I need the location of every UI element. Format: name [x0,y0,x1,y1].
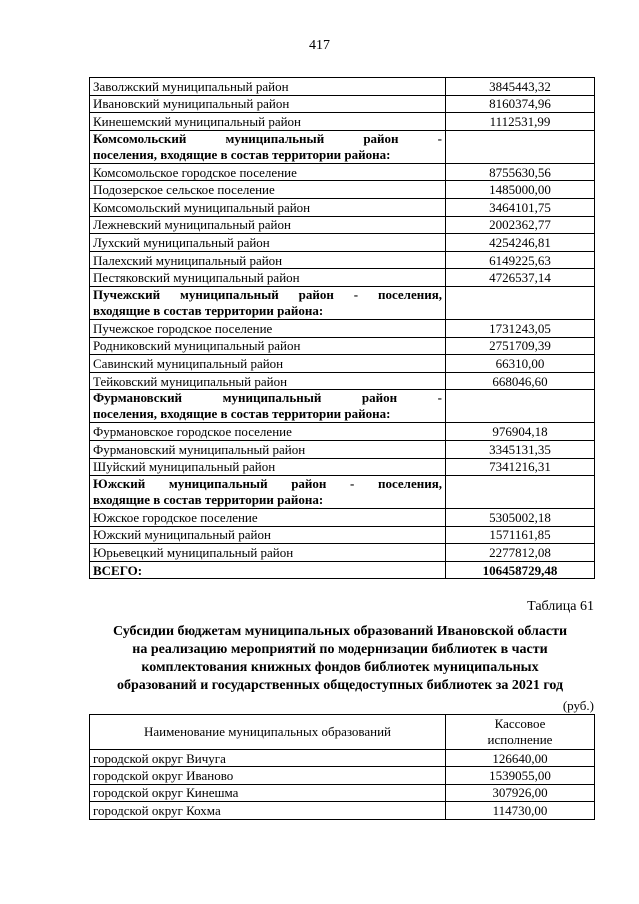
row-value: 66310,00 [446,355,595,373]
table-title-line: Субсидии бюджетам муниципальных образований Ивановской области [112,624,568,639]
row-value: 3345131,35 [446,440,595,458]
table-row [90,458,595,476]
table-row [90,784,595,801]
row-name: Родниковский муниципальный район [90,337,446,355]
table-row [90,113,595,131]
section-name-line: Фурмановский муниципальный район - [93,390,442,406]
page-number: 417 [309,38,330,53]
row-name [90,130,446,163]
section-name-line: поселения, входящие в состав территории района: [93,146,391,162]
row-name: Комсомольское городское поселение [90,163,446,181]
row-value: 1571161,85 [446,526,595,544]
table-row [90,509,595,527]
row-name: Юрьевецкий муниципальный район [90,544,446,562]
section-name-line: входящие в состав территории района: [93,302,324,318]
row-name: Пестяковский муниципальный район [90,269,446,287]
row-name: городской округ Кохма [90,802,446,819]
row-value: 2002362,77 [446,216,595,234]
row-name [90,390,446,423]
row-name: Палехский муниципальный район [90,251,446,269]
row-name: Савинский муниципальный район [90,355,446,373]
row-name: ВСЕГО: [90,561,446,579]
table-row [90,750,595,767]
row-name [90,286,446,319]
currency-unit: (руб.) [562,698,594,713]
table-title [70,623,610,695]
header-value [446,715,595,750]
section-name-line: Комсомольский муниципальный район - [93,130,442,146]
table-row [90,181,595,199]
row-value: 4726537,14 [446,269,595,287]
table-title-line: образований и государственных общедоступных библиотек за 2021 год [116,678,564,693]
table-row [90,526,595,544]
row-name: Лухский муниципальный район [90,234,446,252]
row-value: 5305002,18 [446,509,595,527]
row-value: 668046,60 [446,372,595,390]
row-value: 2277812,08 [446,544,595,562]
row-value [446,390,595,423]
row-value [446,286,595,319]
table-row [90,337,595,355]
table-row [90,216,595,234]
header-name: Наименование муниципальных образований [90,715,446,750]
row-value: 1539055,00 [446,767,595,784]
row-name: городской округ Кинешма [90,784,446,801]
row-name: Тейковский муниципальный район [90,372,446,390]
row-value: 4254246,81 [446,234,595,252]
row-name: Заволжский муниципальный район [90,78,446,96]
row-value: 3845443,32 [446,78,595,96]
row-value: 1485000,00 [446,181,595,199]
row-value: 307926,00 [446,784,595,801]
row-name: Подозерское сельское поселение [90,181,446,199]
section-header-row [90,286,595,319]
table-title-line: на реализацию мероприятий по модернизации библиотек в части [132,642,548,657]
table-header-row [90,715,595,750]
section-name-line: Южский муниципальный район - поселения, [93,476,442,492]
table-row [90,372,595,390]
header-value-line: Кассовое [494,716,546,731]
section-name-line: входящие в состав территории района: [93,492,324,508]
table-row [90,78,595,96]
section-name-line: Пучежский муниципальный район - поселения, [93,286,442,302]
table-row [90,95,595,113]
total-row [90,561,595,579]
section-header-row [90,130,595,163]
row-value: 7341216,31 [446,458,595,476]
table-row [90,440,595,458]
table-row [90,544,595,562]
header-value-line: исполнение [487,732,553,747]
section-name-line: поселения, входящие в состав территории района: [93,406,391,422]
row-value: 126640,00 [446,750,595,767]
row-name: Шуйский муниципальный район [90,458,446,476]
row-name: городской округ Вичуга [90,750,446,767]
table-row [90,234,595,252]
row-name: Южское городское поселение [90,509,446,527]
row-value: 106458729,48 [446,561,595,579]
table-row [90,802,595,819]
subsidy-table-continued [89,77,595,579]
row-value: 1731243,05 [446,319,595,337]
library-subsidy-table [89,714,595,820]
row-value: 8160374,96 [446,95,595,113]
row-value: 114730,00 [446,802,595,819]
table-row [90,269,595,287]
table-row [90,767,595,784]
table-title-line: комплектования книжных фондов библиотек муниципальных [141,660,539,675]
row-name: Ивановский муниципальный район [90,95,446,113]
row-value: 3464101,75 [446,198,595,216]
section-header-row [90,476,595,509]
row-value: 2751709,39 [446,337,595,355]
row-value: 8755630,56 [446,163,595,181]
row-value: 976904,18 [446,423,595,441]
table-row [90,163,595,181]
row-name: Фурмановский муниципальный район [90,440,446,458]
row-name: Лежневский муниципальный район [90,216,446,234]
subsidy-table-body [90,78,595,579]
section-header-row [90,390,595,423]
row-name: Южский муниципальный район [90,526,446,544]
row-name: городской округ Иваново [90,767,446,784]
table-row [90,423,595,441]
table-row [90,319,595,337]
table-label: Таблица 61 [527,599,594,614]
table-row [90,198,595,216]
row-name: Фурмановское городское поселение [90,423,446,441]
row-value: 6149225,63 [446,251,595,269]
table-row [90,251,595,269]
row-value [446,476,595,509]
row-name [90,476,446,509]
library-subsidy-table-body [90,750,595,820]
row-value [446,130,595,163]
row-name: Пучежское городское поселение [90,319,446,337]
row-name: Комсомольский муниципальный район [90,198,446,216]
row-value: 1112531,99 [446,113,595,131]
table-row [90,355,595,373]
row-name: Кинешемский муниципальный район [90,113,446,131]
